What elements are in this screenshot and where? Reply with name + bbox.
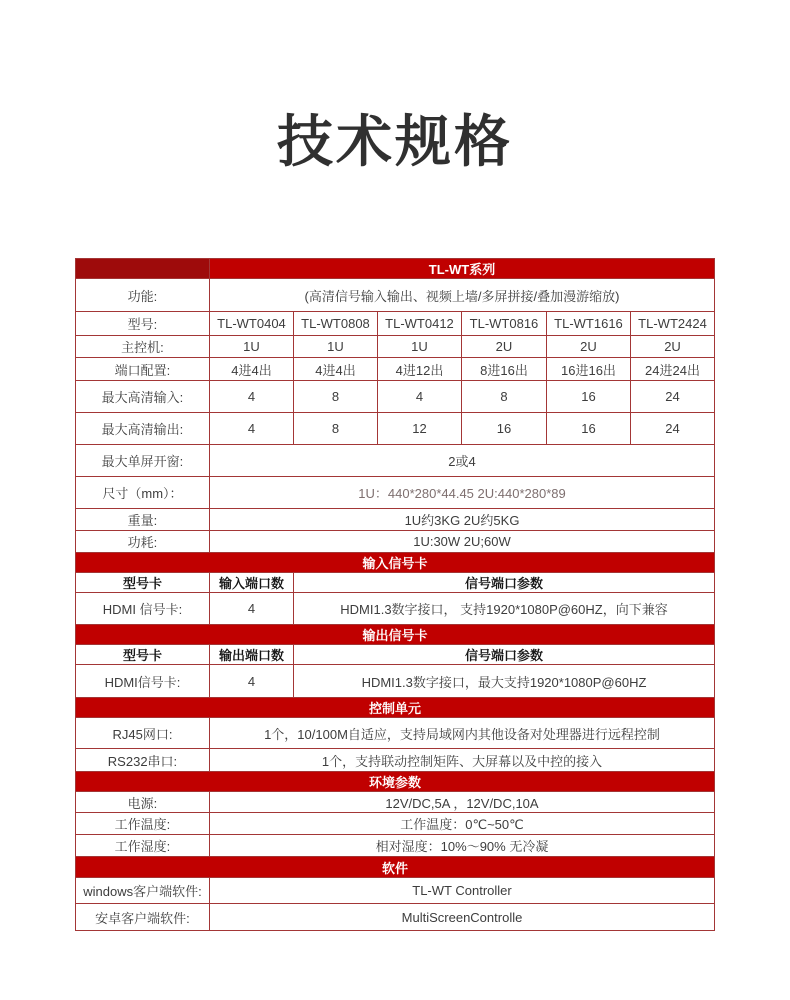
max-input-cell: 24 (630, 381, 714, 413)
input-card-col-headers (75, 573, 714, 593)
series-header-row (75, 259, 714, 279)
row-label: 电源: (75, 792, 209, 813)
col-header-params: 信号端口参数 (293, 573, 714, 593)
row-label: 尺寸（mm）： (75, 477, 209, 509)
row-label: 最大单屏开窗: (75, 445, 209, 477)
row-chassis (75, 336, 714, 358)
params-cell: HDMI1.3数字接口， 支持1920*1080P@60HZ，向下兼容 (293, 593, 714, 625)
row-operating-humidity (75, 835, 714, 857)
row-label: 最大高清输入: (75, 381, 209, 413)
series-header-dark-cell (75, 259, 209, 279)
row-max-windows (75, 445, 714, 477)
section-output-card-header (75, 625, 714, 645)
section-input-card-header (75, 553, 714, 573)
col-header-model: 型号卡 (75, 573, 209, 593)
row-value: (高清信号输入输出、视频上墙/多屏拼接/叠加漫游缩放) (209, 279, 714, 312)
section-title: 输入信号卡 (75, 553, 714, 573)
model-cell: TL-WT0816 (461, 312, 546, 336)
model-cell: TL-WT0412 (377, 312, 461, 336)
chassis-cell: 2U (546, 336, 630, 358)
row-label: 安卓客户端软件: (75, 904, 209, 931)
max-output-cell: 16 (461, 413, 546, 445)
row-label: 最大高清输出: (75, 413, 209, 445)
port-config-cell: 24进24出 (630, 358, 714, 381)
model-cell: TL-WT0808 (293, 312, 377, 336)
section-title: 环境参数 (75, 772, 714, 792)
col-header-params: 信号端口参数 (293, 645, 714, 665)
row-label: HDMI信号卡: (75, 665, 209, 698)
row-windows-client (75, 878, 714, 904)
col-header-count: 输出端口数 (209, 645, 293, 665)
row-rs232 (75, 749, 714, 772)
port-config-cell: 16进16出 (546, 358, 630, 381)
max-output-cell: 8 (293, 413, 377, 445)
max-output-cell: 4 (209, 413, 293, 445)
output-card-col-headers (75, 645, 714, 665)
row-value: 12V/DC,5A ，12V/DC,10A (209, 792, 714, 813)
row-label: 型号: (75, 312, 209, 336)
spec-table (75, 258, 715, 931)
model-cell: TL-WT2424 (630, 312, 714, 336)
max-output-cell: 16 (546, 413, 630, 445)
row-value: TL-WT Controller (209, 878, 714, 904)
port-config-cell: 4进4出 (293, 358, 377, 381)
row-weight (75, 509, 714, 531)
row-value: 1U：440*280*44.45 2U:440*280*89 (209, 477, 714, 509)
row-value: 相对湿度：10%～90% 无冷凝 (209, 835, 714, 857)
col-header-count: 输入端口数 (209, 573, 293, 593)
port-count-cell: 4 (209, 665, 293, 698)
port-config-cell: 4进12出 (377, 358, 461, 381)
row-label: 工作温度: (75, 813, 209, 835)
row-android-client (75, 904, 714, 931)
row-label: 工作湿度: (75, 835, 209, 857)
row-power-supply (75, 792, 714, 813)
model-cell: TL-WT1616 (546, 312, 630, 336)
row-operating-temperature (75, 813, 714, 835)
row-value: 2或4 (209, 445, 714, 477)
row-max-hd-output (75, 413, 714, 445)
row-power-consumption (75, 531, 714, 553)
row-label: 功耗: (75, 531, 209, 553)
max-input-cell: 4 (377, 381, 461, 413)
row-label: RJ45网口: (75, 718, 209, 749)
col-header-model: 型号卡 (75, 645, 209, 665)
section-environment-header (75, 772, 714, 792)
max-input-cell: 8 (461, 381, 546, 413)
chassis-cell: 2U (461, 336, 546, 358)
port-config-cell: 8进16出 (461, 358, 546, 381)
input-card-row (75, 593, 714, 625)
section-title: 软件 (75, 857, 714, 878)
max-output-cell: 12 (377, 413, 461, 445)
model-cell: TL-WT0404 (209, 312, 293, 336)
port-config-cell: 4进4出 (209, 358, 293, 381)
series-header: TL-WT系列 (209, 259, 714, 279)
output-card-row (75, 665, 714, 698)
chassis-cell: 1U (377, 336, 461, 358)
section-title: 控制单元 (75, 698, 714, 718)
row-value: 工作温度：0℃~50℃ (209, 813, 714, 835)
row-label: 主控机: (75, 336, 209, 358)
max-input-cell: 16 (546, 381, 630, 413)
port-count-cell: 4 (209, 593, 293, 625)
row-rj45 (75, 718, 714, 749)
row-label: RS232串口: (75, 749, 209, 772)
row-label: HDMI 信号卡: (75, 593, 209, 625)
row-label: windows客户端软件: (75, 878, 209, 904)
chassis-cell: 2U (630, 336, 714, 358)
row-function (75, 279, 714, 312)
row-model (75, 312, 714, 336)
max-output-cell: 24 (630, 413, 714, 445)
chassis-cell: 1U (293, 336, 377, 358)
section-software-header (75, 857, 714, 878)
row-value: 1U约3KG 2U约5KG (209, 509, 714, 531)
row-label: 功能: (75, 279, 209, 312)
row-port-config (75, 358, 714, 381)
row-dimensions (75, 477, 714, 509)
row-value: MultiScreenControlle (209, 904, 714, 931)
section-title: 输出信号卡 (75, 625, 714, 645)
row-value: 1U:30W 2U;60W (209, 531, 714, 553)
row-value: 1个，10/100M自适应，支持局域网内其他设备对处理器进行远程控制 (209, 718, 714, 749)
row-max-hd-input (75, 381, 714, 413)
max-input-cell: 4 (209, 381, 293, 413)
chassis-cell: 1U (209, 336, 293, 358)
row-label: 端口配置: (75, 358, 209, 381)
max-input-cell: 8 (293, 381, 377, 413)
page-title: 技术规格 (277, 110, 513, 173)
params-cell: HDMI1.3数字接口，最大支持1920*1080P@60HZ (293, 665, 714, 698)
row-label: 重量: (75, 509, 209, 531)
section-control-header (75, 698, 714, 718)
row-value: 1个，支持联动控制矩阵、大屏幕以及中控的接入 (209, 749, 714, 772)
